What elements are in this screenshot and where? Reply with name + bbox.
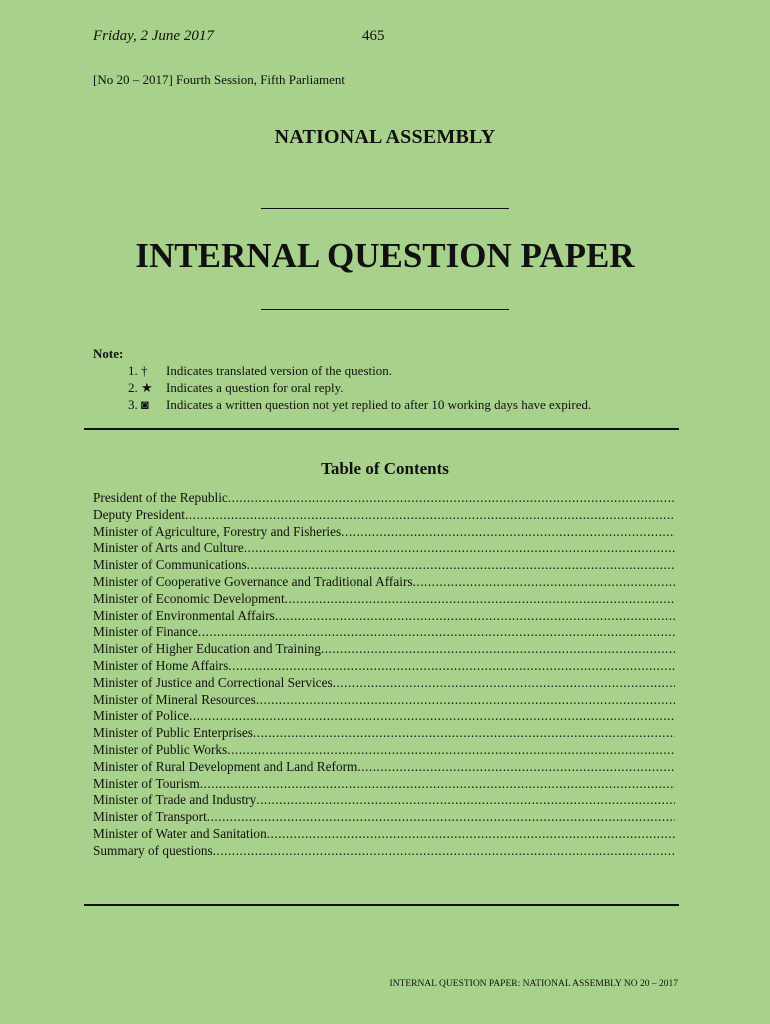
toc-entry-label: Summary of questions [93, 842, 213, 858]
toc-entry-environmental-affairs[interactable] [93, 608, 675, 625]
toc-entry-label: Minister of Public Works [93, 741, 228, 757]
toc-entry-mineral-resources[interactable] [93, 692, 675, 709]
toc-entry-finance[interactable] [93, 624, 675, 641]
toc-leader-dots [333, 675, 675, 691]
toc-entry-justice[interactable] [93, 675, 675, 692]
toc-entry-label: President of the Republic [93, 490, 228, 505]
toc-entry-label: Minister of Mineral Resources [93, 691, 256, 707]
toc-entry-label: Minister of Arts and Culture [93, 540, 244, 556]
header-date: Friday, 2 June 2017 [93, 28, 214, 44]
toc-leader-dots [253, 725, 675, 741]
page-number: 465 [362, 28, 385, 44]
toc-entry-trade-industry[interactable] [93, 792, 675, 809]
toc-entry-label: Minister of Environmental Affairs [93, 607, 275, 623]
toc-entry-home-affairs[interactable] [93, 658, 675, 675]
toc-entry-label: Minister of Economic Development [93, 590, 285, 606]
toc-leader-dots [185, 507, 675, 523]
toc-entry-label: Minister of Communications [93, 557, 247, 573]
toc-entry-water-sanitation[interactable] [93, 826, 675, 843]
toc-leader-dots [267, 826, 675, 842]
assembly-title: NATIONAL ASSEMBLY [274, 126, 496, 148]
toc-entry-label: Minister of Cooperative Governance and Traditional Affairs [93, 573, 413, 589]
toc-entry-deputy-president[interactable] [93, 507, 675, 524]
note-text: Indicates a question for oral reply. [166, 380, 344, 395]
toc-entry-label: Deputy President [93, 506, 185, 522]
title-divider-top [261, 208, 509, 209]
toc-entry-agriculture[interactable] [93, 524, 675, 541]
toc-leader-dots [189, 708, 675, 724]
toc-leader-dots [228, 490, 675, 506]
toc-entry-label: Minister of Higher Education and Training [93, 641, 321, 657]
note-marker: 1. † [128, 363, 148, 378]
toc-leader-dots [413, 574, 675, 590]
toc-leader-dots [213, 843, 675, 859]
toc-entry-cooperative-governance[interactable] [93, 574, 675, 591]
toc-leader-dots [321, 641, 675, 657]
toc-entry-police[interactable] [93, 708, 675, 725]
toc-entry-tourism[interactable] [93, 776, 675, 793]
toc-leader-dots [228, 658, 675, 674]
toc-entry-rural-development[interactable] [93, 759, 675, 776]
toc-entry-label: Minister of Transport [93, 809, 207, 825]
toc-entry-communications[interactable] [93, 557, 675, 574]
toc-entry-label: Minister of Tourism [93, 775, 200, 791]
toc-leader-dots [198, 624, 675, 640]
title-divider-bottom [261, 309, 509, 310]
toc-entry-label: Minister of Finance [93, 624, 198, 640]
toc-entry-label: Minister of Justice and Correctional Services [93, 674, 333, 690]
note-text: Indicates translated version of the question. [166, 363, 392, 378]
toc-title: Table of Contents [321, 459, 449, 478]
toc-entry-economic-development[interactable] [93, 591, 675, 608]
toc-entry-label: Minister of Water and Sanitation [93, 825, 267, 841]
toc-entry-president[interactable] [93, 490, 675, 507]
page-footer: INTERNAL QUESTION PAPER: NATIONAL ASSEMBLY NO 20 – 2017 [389, 979, 678, 989]
note-item [128, 363, 392, 379]
toc-leader-dots [247, 557, 675, 573]
toc-entry-label: Minister of Trade and Industry [93, 792, 257, 808]
toc-leader-dots [207, 809, 675, 825]
toc-entry-higher-education[interactable] [93, 641, 675, 658]
note-item [128, 380, 343, 396]
toc-entry-label: Minister of Rural Development and Land Reform [93, 758, 358, 774]
toc-entry-label: Minister of Public Enterprises [93, 725, 253, 741]
toc-leader-dots [244, 540, 675, 556]
toc-leader-dots [256, 792, 675, 808]
footer-divider [84, 904, 679, 906]
toc-leader-dots [357, 759, 675, 775]
note-label: Note: [93, 346, 124, 361]
toc-entry-label: Minister of Police [93, 708, 190, 724]
toc-entry-label: Minister of Agriculture, Forestry and Fisheries [93, 523, 342, 539]
paper-title: INTERNAL QUESTION PAPER [135, 236, 635, 275]
toc-leader-dots [341, 524, 675, 540]
toc-entry-summary[interactable] [93, 843, 675, 860]
toc-entry-transport[interactable] [93, 809, 675, 826]
note-marker: 3. ◙ [128, 397, 149, 412]
section-divider [84, 428, 679, 430]
table-of-contents [93, 490, 675, 860]
toc-leader-dots [275, 608, 675, 624]
toc-entry-arts-culture[interactable] [93, 540, 675, 557]
note-marker: 2. ★ [128, 380, 153, 395]
toc-leader-dots [285, 591, 675, 607]
note-item [128, 397, 591, 413]
toc-entry-label: Minister of Home Affairs [93, 657, 229, 673]
toc-entry-public-works[interactable] [93, 742, 675, 759]
toc-leader-dots [200, 776, 675, 792]
toc-entry-public-enterprises[interactable] [93, 725, 675, 742]
note-text: Indicates a written question not yet replied to after 10 working days have expired. [166, 397, 592, 412]
toc-leader-dots [256, 692, 675, 708]
toc-leader-dots [227, 742, 675, 758]
session-line: [No 20 – 2017] Fourth Session, Fifth Parliament [93, 72, 346, 87]
